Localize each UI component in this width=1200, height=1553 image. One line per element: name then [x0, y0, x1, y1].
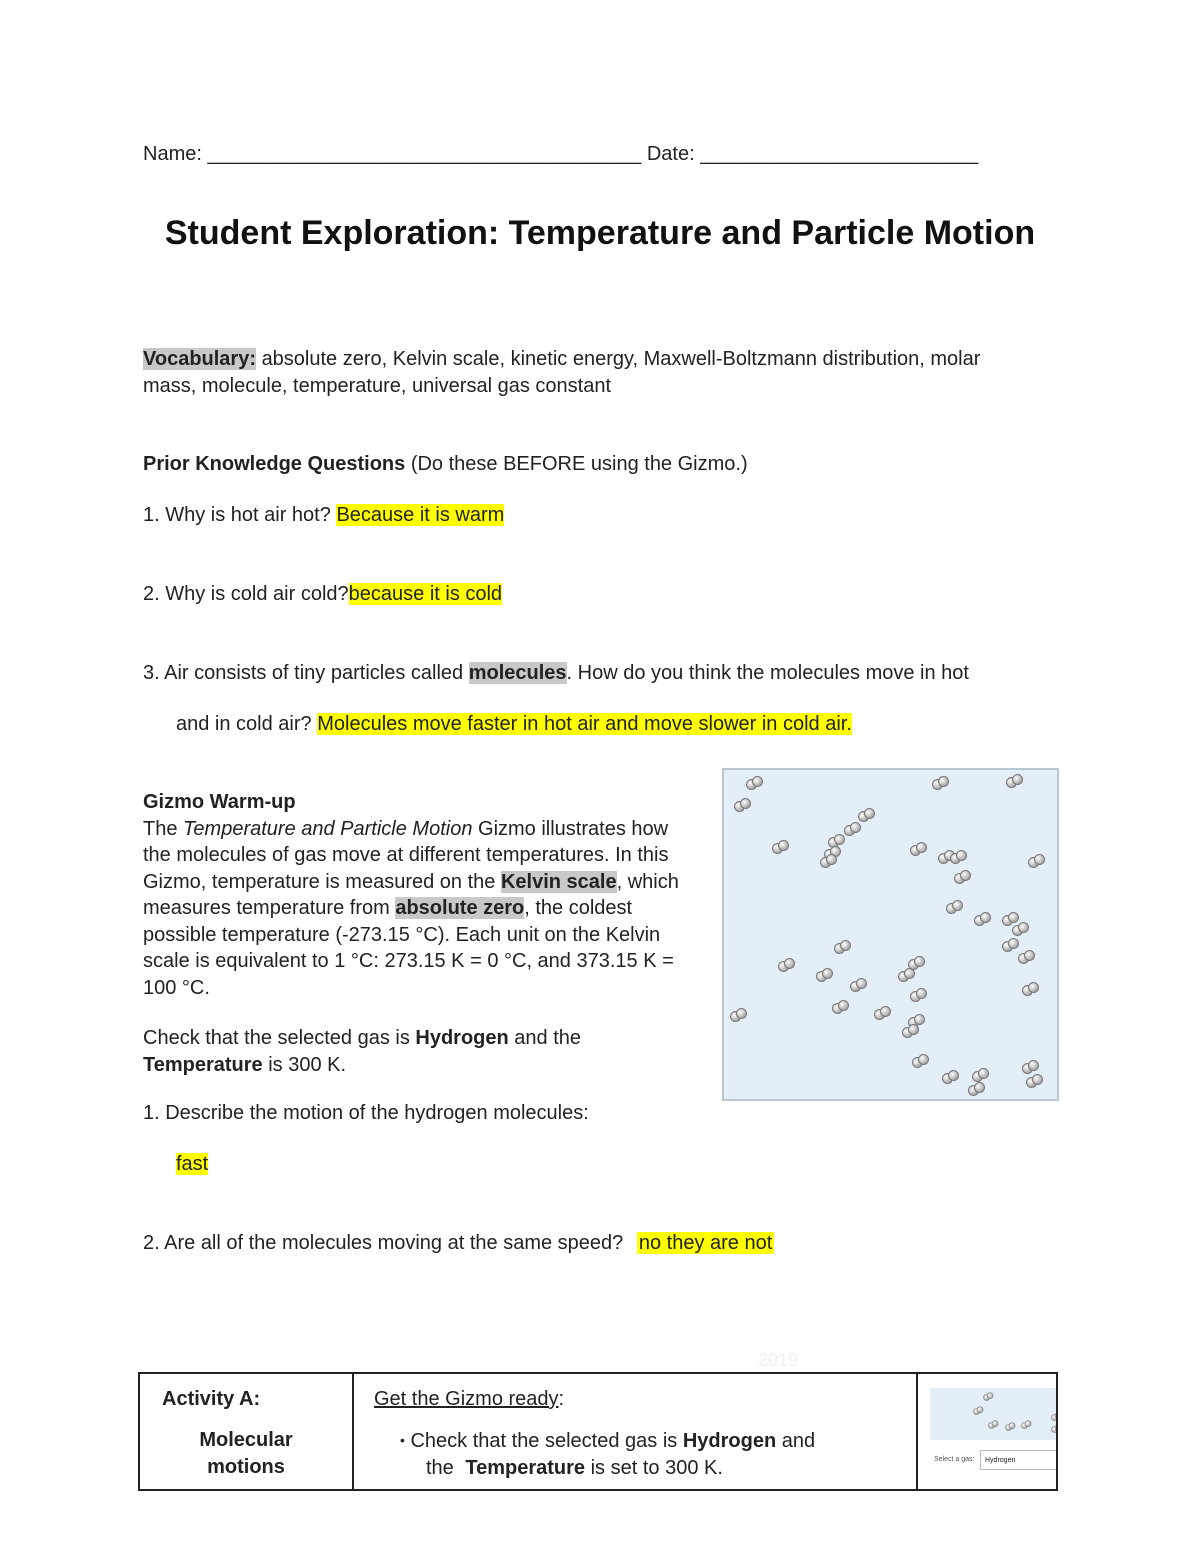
hydrogen-molecule — [950, 850, 966, 862]
activity-table — [138, 1372, 1058, 1491]
hydrogen-molecule — [746, 776, 762, 788]
hydrogen-molecule — [1022, 1060, 1038, 1072]
ready-step-a: Check that the selected gas is — [410, 1430, 678, 1452]
hydrogen-molecule — [1012, 922, 1028, 934]
activity-name-line-1: Molecular — [199, 1429, 293, 1451]
warmup-paragraph-1 — [143, 816, 698, 1002]
prior-q1-text: 1. Why is hot air hot? — [143, 504, 331, 526]
hydrogen-molecule — [974, 912, 990, 924]
ready-step-d: is set to 300 K. — [590, 1457, 723, 1479]
activity-label-cell — [140, 1374, 354, 1489]
warmup-p1-a: The — [143, 817, 178, 840]
warmup-a1-wrap — [176, 1151, 208, 1177]
hydrogen-molecule — [820, 854, 836, 866]
warmup-a1: fast — [176, 1153, 209, 1175]
warmup-p1-b: Gizmo illustrates how the molecules of gas move at different temperatures. In this Gizmo, temperature is measured on the — [143, 817, 669, 893]
ready-step-b: and — [781, 1430, 816, 1452]
prior-heading-line — [143, 451, 748, 477]
activity-name — [140, 1427, 352, 1481]
vocabulary-line-1 — [143, 346, 980, 372]
warmup-p2-b: and the — [514, 1027, 582, 1049]
hydrogen-molecule — [946, 900, 962, 912]
hydrogen-molecule — [844, 822, 860, 834]
page-title: Student Exploration: Temperature and Particle Motion — [164, 214, 1036, 252]
hydrogen-molecule — [772, 840, 788, 852]
prior-a1: Because it is warm — [336, 504, 505, 526]
ready-step-gas: Hydrogen — [682, 1430, 777, 1452]
activity-label: Activity A: — [162, 1388, 261, 1410]
hydrogen-molecule — [1002, 938, 1018, 950]
warmup-temperature: Temperature — [143, 1053, 263, 1076]
vocabulary-terms-2: mass, molecule, temperature, universal gas constant — [143, 375, 611, 397]
activity-name-line-2: motions — [207, 1456, 285, 1478]
warmup-paragraph-2 — [143, 1025, 643, 1078]
hydrogen-molecule — [972, 1068, 988, 1080]
gizmo-thumbnail — [930, 1388, 1056, 1492]
date-blank: _________________________ — [700, 143, 979, 165]
activity-steps-cell — [352, 1374, 918, 1489]
warmup-p2-a: Check that the selected gas is — [143, 1027, 410, 1049]
ready-step-temp: Temperature — [465, 1457, 586, 1479]
hydrogen-molecule — [734, 798, 750, 810]
prior-q2-text: 2. Why is cold air cold? — [143, 583, 349, 605]
hydrogen-molecule — [1006, 774, 1022, 786]
prior-q2 — [143, 581, 502, 607]
gizmo-simulation-image — [722, 768, 1059, 1101]
hydrogen-molecule — [912, 1054, 928, 1066]
name-blank: _______________________________________ — [207, 143, 642, 165]
thumbnail-sim-area — [930, 1388, 1056, 1440]
hydrogen-molecule — [828, 834, 844, 846]
thumb-gas-select: Hydrogen — [980, 1450, 1056, 1470]
ready-heading-colon: : — [558, 1388, 565, 1410]
warmup-gas: Hydrogen — [415, 1027, 509, 1049]
prior-q3-post: . How do you think the molecules move in hot — [566, 662, 969, 684]
prior-q3-line2-text: and in cold air? — [176, 713, 312, 735]
hydrogen-molecule — [968, 1082, 984, 1094]
prior-subheading: (Do these BEFORE using the Gizmo.) — [410, 453, 748, 475]
hydrogen-molecule — [908, 956, 924, 968]
hydrogen-molecule — [832, 1000, 848, 1012]
prior-q3 — [143, 660, 969, 686]
hydrogen-molecule — [1018, 950, 1034, 962]
hydrogen-molecule — [954, 870, 970, 882]
ready-heading-text: Get the Gizmo ready — [374, 1388, 559, 1410]
hydrogen-molecule — [858, 808, 874, 820]
thumb-molecule — [1005, 1422, 1015, 1429]
prior-a3: Molecules move faster in hot air and move slower in cold air. — [317, 713, 852, 735]
vocabulary-label: Vocabulary: — [143, 348, 256, 370]
bullet: • — [400, 1432, 405, 1448]
name-field — [143, 141, 978, 167]
thumb-molecule — [1051, 1424, 1056, 1431]
prior-q3-pre: 3. Air consists of tiny particles called — [143, 662, 464, 684]
prior-q1 — [143, 502, 504, 528]
hydrogen-molecule — [850, 978, 866, 990]
thumb-molecule — [973, 1406, 983, 1413]
warmup-a2: no they are not — [638, 1232, 773, 1254]
prior-q3-term: molecules — [468, 662, 567, 684]
hydrogen-molecule — [910, 842, 926, 854]
ready-step-c: the — [426, 1457, 454, 1479]
warmup-kelvin-term: Kelvin scale — [500, 870, 617, 893]
hydrogen-molecule — [816, 968, 832, 980]
name-label: Name: — [143, 143, 202, 165]
vocabulary-terms-1: absolute zero, Kelvin scale, kinetic energy, Maxwell-Boltzmann distribution, molar — [261, 348, 981, 370]
warmup-p1-italic: Temperature and Particle Motion — [183, 817, 473, 840]
hydrogen-molecule — [730, 1008, 746, 1020]
hydrogen-molecule — [1028, 854, 1044, 866]
thumb-molecule — [983, 1392, 993, 1399]
warmup-q1: 1. Describe the motion of the hydrogen molecules: — [143, 1102, 589, 1124]
thumb-molecule — [1021, 1420, 1031, 1427]
warmup-q2-text: 2. Are all of the molecules moving at the same speed? — [143, 1232, 624, 1254]
hydrogen-molecule — [1026, 1074, 1042, 1086]
hydrogen-molecule — [910, 988, 926, 1000]
hydrogen-molecule — [778, 958, 794, 970]
warmup-block — [143, 789, 703, 1078]
hydrogen-molecule — [902, 1024, 918, 1036]
prior-q3-line2 — [176, 711, 852, 737]
thumb-select-label: Select a gas: — [934, 1456, 975, 1463]
prior-a2: because it is cold — [348, 583, 503, 605]
thumb-molecule — [1051, 1412, 1056, 1419]
activity-thumbnail-cell — [916, 1374, 1056, 1489]
prior-heading: Prior Knowledge Questions — [143, 453, 406, 475]
warmup-p1-d: , the coldest possible temperature (-273.15 °C). Each unit on the Kelvin scale is equivalent to 1 °C: 273.15 K = 0 °C, and 373.15 K = 100 °C. — [143, 897, 674, 999]
hydrogen-molecule — [942, 1070, 958, 1082]
hydrogen-molecule — [1022, 982, 1038, 994]
date-label: Date: — [646, 143, 695, 165]
warmup-q2 — [143, 1230, 774, 1256]
warmup-p2-c: is 300 K. — [268, 1053, 347, 1076]
hydrogen-molecule — [874, 1006, 890, 1018]
warmup-p1-c: , which measures temperature from — [143, 870, 679, 919]
ready-heading — [374, 1388, 564, 1411]
warmup-heading: Gizmo Warm-up — [143, 791, 296, 813]
hydrogen-molecule — [932, 776, 948, 788]
ready-step — [400, 1427, 815, 1482]
warmup-absolute-zero-term: absolute zero — [395, 897, 525, 919]
watermark: 2019 — [758, 1350, 799, 1370]
hydrogen-molecule — [834, 940, 850, 952]
thumb-molecule — [988, 1420, 998, 1427]
